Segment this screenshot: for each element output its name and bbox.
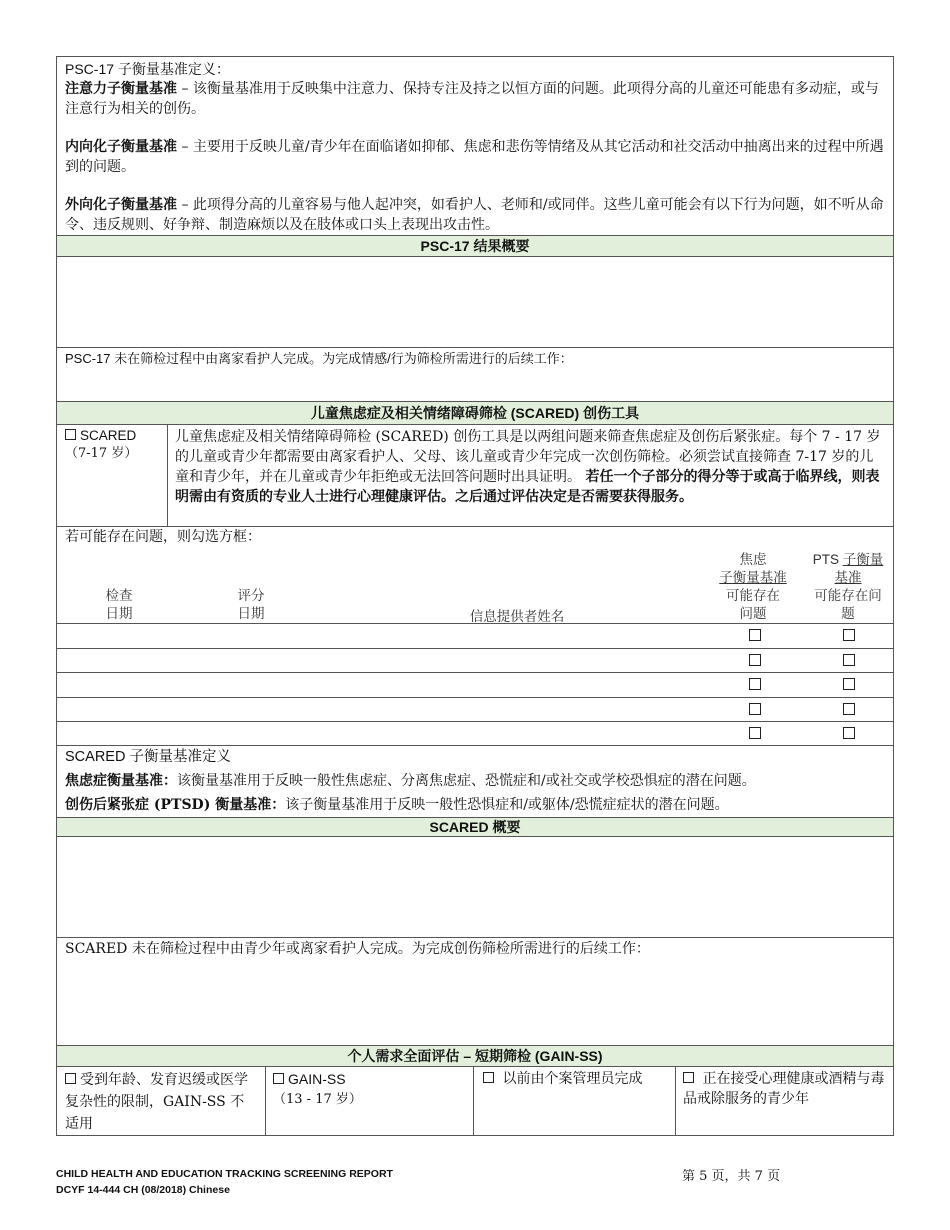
gain-receiving-label: 正在接受心理健康或酒精与毒品戒除服务的青少年 (683, 1071, 885, 1107)
gain-na-checkbox[interactable] (65, 1073, 76, 1084)
gain-ss-label: GAIN-SS (288, 1071, 346, 1087)
psc-external-text: – 此项得分高的儿童容易与他人起冲突，如看护人、老师和/或同伴。这些儿童可能会有以下行为问题，如不听从命令、违反规则、好争辩、制造麻烦以及在肢体或口头上表现出攻击性。 (65, 197, 884, 233)
table-row-border (57, 721, 893, 722)
anxiety-checkbox[interactable] (749, 654, 761, 666)
divider (265, 1067, 266, 1135)
psc-def-title: PSC-17 子衡量基准定义： (65, 61, 230, 77)
pts-checkbox[interactable] (843, 629, 855, 641)
pts-checkbox[interactable] (843, 654, 855, 666)
pts-checkbox[interactable] (843, 678, 855, 690)
gain-ss-checkbox[interactable] (273, 1073, 284, 1084)
anxiety-checkbox[interactable] (749, 703, 761, 715)
col-check-date-line1: 检查 (105, 588, 133, 604)
col-check-date (97, 587, 141, 623)
gain-option-not-applicable[interactable] (65, 1069, 255, 1135)
scared-ptsd-def (65, 795, 891, 815)
scared-def-title-text: SCARED 子衡量基准定义 (65, 749, 231, 765)
footer-form-number: DCYF 14-444 CH (08/2018) Chinese (56, 1184, 230, 1196)
table-row-border (57, 697, 893, 698)
scared-age: （7-17 岁） (65, 446, 138, 461)
scared-desc-bold: 若任一个子部分的得分等于或高于临界线，则表明需由有资质的专业人士进行心理健康评估。之后通过评估决定是否需要获得服务。 (175, 469, 880, 505)
scared-option[interactable] (65, 427, 137, 463)
divider (57, 347, 893, 348)
scared-summary-field[interactable] (57, 837, 893, 937)
gain-option-receiving[interactable] (683, 1069, 889, 1109)
psc-summary-field[interactable] (57, 257, 893, 347)
scared-def-title (65, 747, 231, 767)
psc-attention-label: 注意力子衡量基准 (65, 81, 177, 97)
pts-checkbox[interactable] (843, 703, 855, 715)
table-row-border (57, 648, 893, 649)
col-score-date (229, 587, 273, 623)
col-pts-line3: 可能存在问 (814, 588, 882, 604)
scared-followup-field[interactable] (57, 961, 893, 1043)
col-pts (805, 551, 891, 623)
psc-definitions (65, 59, 885, 235)
gain-option-gainss[interactable] (273, 1069, 463, 1110)
psc-external-def (65, 195, 885, 235)
scared-anx-text: 该衡量基准用于反映一般性焦虑症、分离焦虑症、恐慌症和/或社交或学校恐惧症的潜在问题。 (177, 773, 756, 789)
anxiety-checkbox[interactable] (749, 678, 761, 690)
gain-ss-age: （13 - 17 岁） (273, 1092, 362, 1107)
scared-ptsd-text: 该子衡量基准用于反映一般性恐惧症和/或躯体/恐慌症症状的潜在问题。 (285, 797, 729, 813)
footer-page-number: 第 5 页，共 7 页 (682, 1169, 781, 1184)
scared-header: 儿童焦虑症及相关情绪障碍筛检 (SCARED) 创伤工具 (57, 401, 893, 425)
anxiety-checkbox[interactable] (749, 629, 761, 641)
col-anxiety-line3: 可能存在 (726, 588, 780, 604)
gain-header: 个人需求全面评估 – 短期筛检 (GAIN-SS) (57, 1045, 893, 1067)
divider (675, 1067, 676, 1135)
scared-checkbox[interactable] (65, 429, 76, 440)
scared-ptsd-label: 创伤后紧张症 (PTSD) 衡量基准： (65, 797, 286, 813)
gain-na-label: 受到年龄、发育迟缓或医学复杂性的限制，GAIN-SS 不适用 (65, 1072, 248, 1132)
scared-description (175, 427, 887, 507)
col-score-date-line1: 评分 (237, 588, 265, 604)
anxiety-checkbox[interactable] (749, 727, 761, 739)
scared-anx-def (65, 771, 891, 791)
scared-checkbox-label: SCARED (80, 428, 137, 443)
divider (167, 425, 168, 526)
col-score-date-line2: 日期 (237, 606, 265, 622)
scared-not-completed-text: SCARED 未在筛检过程中由青少年或离家看护人完成。为完成创伤筛检所需进行的后续工作： (65, 941, 650, 957)
psc-not-completed: PSC-17 未在筛检过程中由离家看护人完成。为完成情感/行为筛检所需进行的后续工作： (65, 351, 573, 366)
col-anxiety-line2: 子衡量基准 (719, 570, 787, 586)
psc-internal-text: – 主要用于反映儿童/青少年在面临诸如抑郁、焦虑和悲伤等情绪及从其它活动和社交活动中抽离出来的过程中所遇到的问题。 (65, 139, 884, 175)
psc-internal-def (65, 137, 885, 177)
psc-attention-text: – 该衡量基准用于反映集中注意力、保持专注及持之以恒方面的问题。此项得分高的儿童还可能患有多动症，或与注意行为相关的创伤。 (65, 81, 879, 117)
col-pts-line1: PTS 子衡量 (812, 552, 884, 568)
scared-anx-label: 焦虑症衡量基准： (65, 773, 177, 789)
gain-receiving-checkbox[interactable] (683, 1072, 694, 1083)
table-row-border (57, 672, 893, 673)
gain-prior-label: 以前由个案管理员完成 (502, 1071, 643, 1087)
scared-summary-header: SCARED 概要 (57, 817, 893, 837)
psc-internal-label: 内向化子衡量基准 (65, 139, 177, 155)
col-check-date-line2: 日期 (105, 606, 133, 622)
col-anxiety-line4: 问题 (739, 606, 767, 622)
gain-option-prior[interactable] (483, 1069, 669, 1089)
scared-not-completed (65, 939, 885, 959)
psc-external-label: 外向化子衡量基准 (65, 197, 177, 213)
psc-summary-header: PSC-17 结果概要 (57, 235, 893, 257)
psc-followup-field[interactable] (57, 369, 893, 401)
col-informant: 信息提供者姓名 (469, 609, 565, 625)
gain-prior-checkbox[interactable] (483, 1072, 494, 1083)
col-pts-line2: 基准 (834, 570, 862, 586)
psc-attention-def (65, 79, 885, 119)
col-pts-line4: 题 (841, 606, 855, 622)
pts-checkbox[interactable] (843, 727, 855, 739)
divider (57, 937, 893, 938)
table-row-border (57, 745, 893, 746)
col-anxiety (709, 551, 797, 623)
form-frame (56, 56, 894, 1136)
table-row-border (57, 623, 893, 624)
scared-check-if: 若可能存在问题，则勾选方框： (65, 529, 261, 545)
divider (473, 1067, 474, 1135)
col-anxiety-line1: 焦虑 (739, 552, 767, 568)
footer-title: CHILD HEALTH AND EDUCATION TRACKING SCREENING REPORT (56, 1168, 393, 1180)
scared-desc-normal: 儿童焦虑症及相关情绪障碍筛检 (SCARED) 创伤工具是以两组问题来筛查焦虑症及创伤后紧张症。每个 7 - 17 岁的儿童或青少年都需要由离家看护人、父母、该儿童或青少年完成一次创伤筛检。必须尝试直接筛查 7-17 岁的儿童和青少年，并在儿童或青少年拒绝或无法回答问题时出具证明。 (175, 429, 881, 485)
